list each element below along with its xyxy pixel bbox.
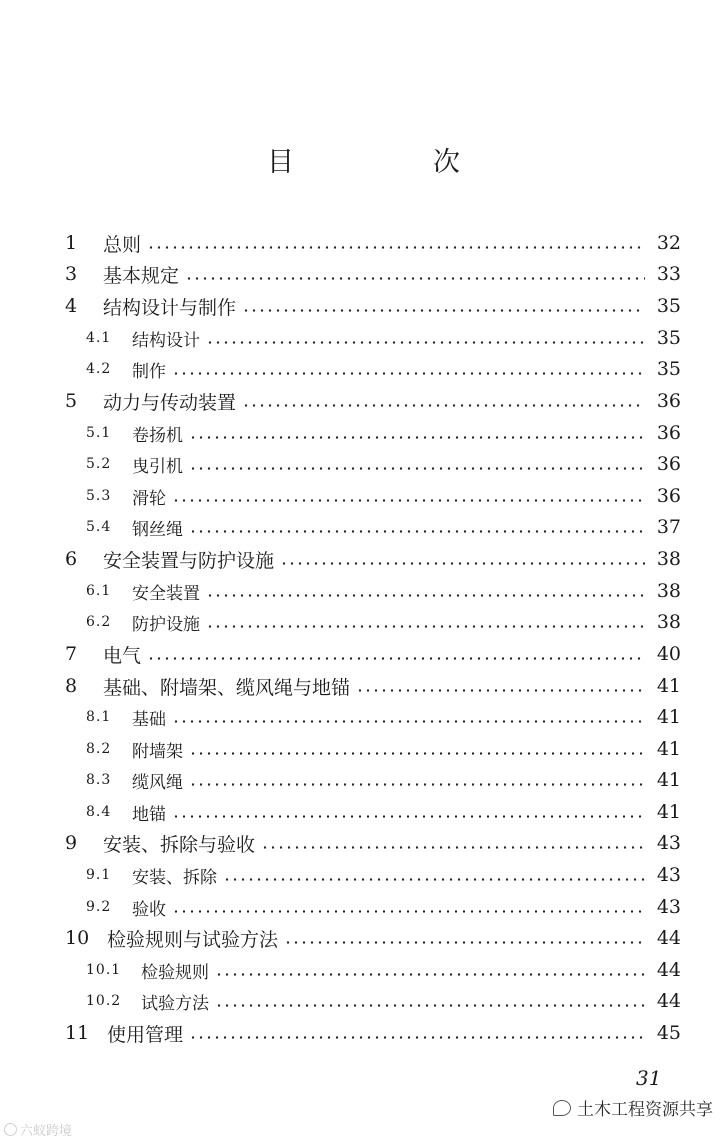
dot-leader (172, 815, 645, 818)
toc-label: 缆风绳 (132, 772, 183, 793)
toc-page: 41 (656, 706, 681, 728)
dot-leader (147, 246, 645, 249)
toc-number: 10 (65, 927, 90, 949)
toc-page: 44 (656, 959, 681, 981)
toc-label: 基础、附墙架、缆风绳与地锚 (103, 676, 351, 699)
toc-chapter-3[interactable] (65, 259, 681, 289)
dot-leader (206, 625, 645, 628)
toc-page: 45 (656, 1022, 681, 1044)
toc-chapter-6[interactable] (65, 544, 681, 574)
toc-section-5-1[interactable] (86, 418, 681, 448)
toc-label: 检验规则与试验方法 (107, 928, 279, 951)
toc-label: 动力与传动装置 (103, 391, 237, 414)
toc-chapter-8[interactable] (65, 671, 681, 701)
toc-section-5-4[interactable] (86, 512, 681, 542)
toc-label: 检验规则 (141, 962, 209, 983)
toc-chapter-11[interactable] (65, 1018, 681, 1048)
toc-section-10-2[interactable] (86, 986, 681, 1016)
toc-page: 33 (656, 263, 681, 285)
toc-number: 4.2 (86, 361, 112, 377)
dot-leader (172, 499, 645, 502)
toc-label: 基本规定 (103, 264, 180, 287)
toc-chapter-10[interactable] (65, 923, 681, 953)
toc-page: 36 (656, 453, 681, 475)
toc-page: 40 (656, 643, 681, 665)
dot-leader (215, 973, 645, 976)
toc-label: 结构设计 (132, 330, 200, 351)
dot-leader (206, 594, 645, 597)
toc-page: 41 (656, 738, 681, 760)
toc-label: 钢丝绳 (132, 519, 183, 540)
dot-leader (185, 277, 645, 280)
toc-label: 安装、拆除 (132, 867, 217, 888)
toc-number: 8.3 (86, 772, 112, 788)
dot-leader (189, 436, 645, 439)
dot-leader (223, 878, 645, 881)
toc-page: 38 (656, 580, 681, 602)
toc-section-6-2[interactable] (86, 607, 681, 637)
toc-page: 37 (656, 516, 681, 538)
toc-page: 38 (656, 548, 681, 570)
watermark-right-text: 土木工程资源共享 (577, 1100, 713, 1120)
toc-page: 41 (656, 769, 681, 791)
toc-number: 5.4 (86, 519, 112, 535)
toc-page: 38 (656, 611, 681, 633)
toc-label: 试验方法 (141, 993, 209, 1014)
watermark-right (553, 1095, 713, 1120)
toc-number: 8.2 (86, 741, 112, 757)
dot-leader (215, 1004, 645, 1007)
page-number: 31 (636, 1066, 662, 1090)
toc-number: 8.4 (86, 804, 112, 820)
dot-leader (189, 783, 645, 786)
toc-label: 基础 (132, 709, 166, 730)
toc-number: 4.1 (86, 330, 112, 346)
wechat-icon (553, 1100, 571, 1116)
toc-label: 地锚 (132, 804, 166, 825)
dot-leader (172, 720, 645, 723)
toc-section-4-2[interactable] (86, 354, 681, 384)
dot-leader (261, 846, 645, 849)
watermark-left (4, 1120, 72, 1139)
toc-chapter-9[interactable] (65, 828, 681, 858)
toc-label: 曳引机 (132, 456, 183, 477)
toc-label: 安全装置 (132, 583, 200, 604)
toc-number: 1 (65, 232, 78, 254)
dot-leader (189, 467, 645, 470)
toc-section-9-2[interactable] (86, 892, 681, 922)
toc-section-5-2[interactable] (86, 449, 681, 479)
toc-label: 验收 (132, 899, 166, 920)
toc-section-5-3[interactable] (86, 481, 681, 511)
toc-number: 5.1 (86, 425, 112, 441)
toc-page: 36 (656, 390, 681, 412)
toc-number: 8.1 (86, 709, 112, 725)
toc-number: 10.2 (86, 993, 122, 1009)
toc-number: 8 (65, 675, 78, 697)
toc-number: 10.1 (86, 962, 122, 978)
toc-section-4-1[interactable] (86, 323, 681, 353)
toc-section-6-1[interactable] (86, 576, 681, 606)
toc-number: 6 (65, 548, 78, 570)
dot-leader (242, 404, 645, 407)
toc-label: 滑轮 (132, 488, 166, 509)
toc-label: 结构设计与制作 (103, 296, 237, 319)
dot-leader (242, 309, 645, 312)
toc-label: 卷扬机 (132, 425, 183, 446)
toc-page: 35 (656, 327, 681, 349)
toc-number: 9.2 (86, 899, 112, 915)
toc-label: 防护设施 (132, 614, 200, 635)
toc-label: 电气 (103, 644, 142, 667)
toc-section-9-1[interactable] (86, 860, 681, 890)
toc-page: 44 (656, 990, 681, 1012)
toc-number: 7 (65, 643, 78, 665)
toc-page: 43 (656, 864, 681, 886)
toc-label: 安装、拆除与验收 (103, 833, 256, 856)
toc-page: 32 (656, 232, 681, 254)
toc-number: 11 (65, 1022, 90, 1044)
dot-leader (189, 1036, 645, 1039)
toc-page: 35 (656, 358, 681, 380)
dot-leader (189, 752, 645, 755)
toc-section-8-2[interactable] (86, 734, 681, 764)
dot-leader (206, 341, 645, 344)
toc-section-8-3[interactable] (86, 765, 681, 795)
watermark-left-text: 六蚁跨境 (20, 1124, 73, 1139)
toc-number: 9.1 (86, 867, 112, 883)
toc-page: 36 (656, 422, 681, 444)
dot-leader (147, 657, 645, 660)
toc-number: 4 (65, 295, 78, 317)
toc-number: 6.2 (86, 614, 112, 630)
toc-number: 5.2 (86, 456, 112, 472)
toc-page: 43 (656, 896, 681, 918)
dot-leader (172, 910, 645, 913)
toc-number: 5 (65, 390, 78, 412)
toc-number: 6.1 (86, 583, 112, 599)
toc-number: 5.3 (86, 488, 112, 504)
toc-number: 9 (65, 832, 78, 854)
watermark-logo-icon (4, 1123, 17, 1136)
dot-leader (284, 941, 645, 944)
toc-page: 41 (656, 801, 681, 823)
page-title: 目 次 (267, 147, 516, 178)
toc-page: 41 (656, 675, 681, 697)
dot-leader (280, 562, 645, 565)
toc-chapter-5[interactable] (65, 386, 681, 416)
toc-section-10-1[interactable] (86, 955, 681, 985)
toc-section-8-1[interactable] (86, 702, 681, 732)
toc-number: 3 (65, 263, 78, 285)
toc-section-8-4[interactable] (86, 797, 681, 827)
toc-label: 使用管理 (107, 1023, 184, 1046)
dot-leader (172, 372, 645, 375)
toc-page: 44 (656, 927, 681, 949)
toc-label: 安全装置与防护设施 (103, 549, 275, 572)
toc-label: 制作 (132, 361, 166, 382)
toc-page: 36 (656, 485, 681, 507)
toc-chapter-1[interactable] (65, 228, 681, 258)
toc-page: 35 (656, 295, 681, 317)
toc-chapter-4[interactable] (65, 291, 681, 321)
dot-leader (356, 689, 645, 692)
dot-leader (189, 530, 645, 533)
toc-page: 43 (656, 832, 681, 854)
toc-label: 附墙架 (132, 741, 183, 762)
toc-label: 总则 (103, 233, 142, 256)
toc-chapter-7[interactable] (65, 639, 681, 669)
